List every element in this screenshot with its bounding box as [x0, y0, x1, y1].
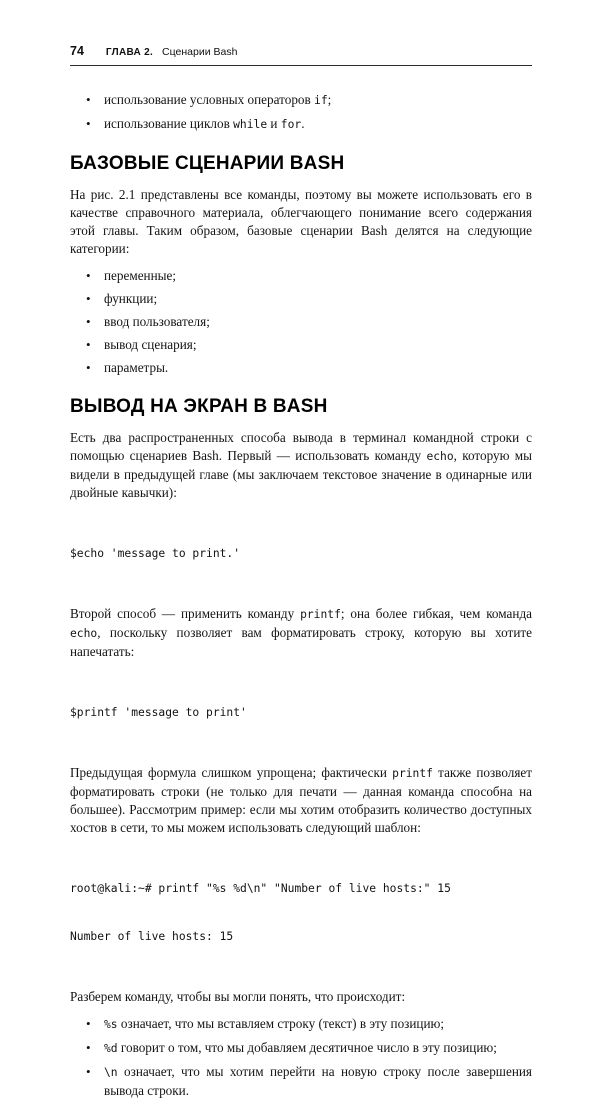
bullet-item: • функции;: [70, 290, 532, 308]
paragraph: Разберем команду, чтобы вы могли понять, что происходит:: [70, 989, 406, 1004]
chapter-title: Сценарии Bash: [162, 46, 238, 58]
bullet-item: • использование циклов while и for.: [70, 115, 532, 134]
bullet-item: • параметры.: [70, 359, 532, 377]
bullet-item: • %s означает, что мы вставляем строку (текст) в эту позицию;: [70, 1015, 532, 1034]
code-block-printf: [70, 673, 532, 753]
code-line: Number of live hosts: 15: [70, 930, 234, 943]
bullet-item: • %d говорит о том, что мы добавляем десятичное число в эту позицию;: [70, 1039, 532, 1058]
format-specifier-bullet-list: [70, 1015, 532, 1100]
paragraph: Предыдущая формула слишком упрощена; фактически printf также позволяет форматировать строки (не только для печати — данная команда способна на большее). Рассмотрим пример: если мы хотим отобразить количество доступных хостов в сети, то мы можем использовать следующий шаблон:: [70, 765, 533, 835]
bullet-item: • использование условных операторов if;: [70, 91, 532, 110]
page-number: 74: [70, 44, 84, 58]
code-line: $echo 'message to print.': [70, 547, 241, 560]
paragraph: Второй способ — применить команду printf; она более гибкая, чем команда echo, поскольку позволяет вам форматировать строку, которую вы хотите напечатать:: [70, 606, 533, 659]
bullet-item: • \n означает, что мы хотим перейти на новую строку после завершения вывода строки.: [70, 1063, 532, 1100]
paragraph: На рис. 2.1 представлены все команды, поэтому вы можете использовать его в качестве справочного материала, облегчающего понимание всего содержания этой главы. Таким образом, базовые сценарии Bash делятся на следующие категории:: [70, 187, 532, 256]
code-line: $printf 'message to print': [70, 706, 247, 719]
paragraph: Есть два распространенных способа вывода в терминал командной строки с помощью сценариев Bash. Первый — использовать команду echo, которую мы видели в предыдущей главе (мы заключаем текстовое значение в одинарные или двойные кавычки):: [70, 430, 532, 500]
bullet-item: • переменные;: [70, 267, 532, 285]
code-line: root@kali:~# printf "%s %d\n" "Number of live hosts:" 15: [70, 882, 451, 895]
code-block-echo: [70, 514, 532, 594]
code-block-printf-hosts: [70, 849, 532, 977]
section-heading-basic-bash: БАЗОВЫЕ СЦЕНАРИИ BASH: [70, 153, 345, 174]
bullet-item: • вывод сценария;: [70, 336, 532, 354]
bullet-item: • ввод пользователя;: [70, 313, 532, 331]
chapter-label: ГЛАВА 2.: [105, 47, 154, 58]
page-header: [70, 44, 532, 66]
section-heading-output-bash: ВЫВОД НА ЭКРАН В BASH: [70, 396, 328, 417]
intro-bullet-list: [70, 91, 532, 134]
categories-bullet-list: [70, 267, 532, 377]
